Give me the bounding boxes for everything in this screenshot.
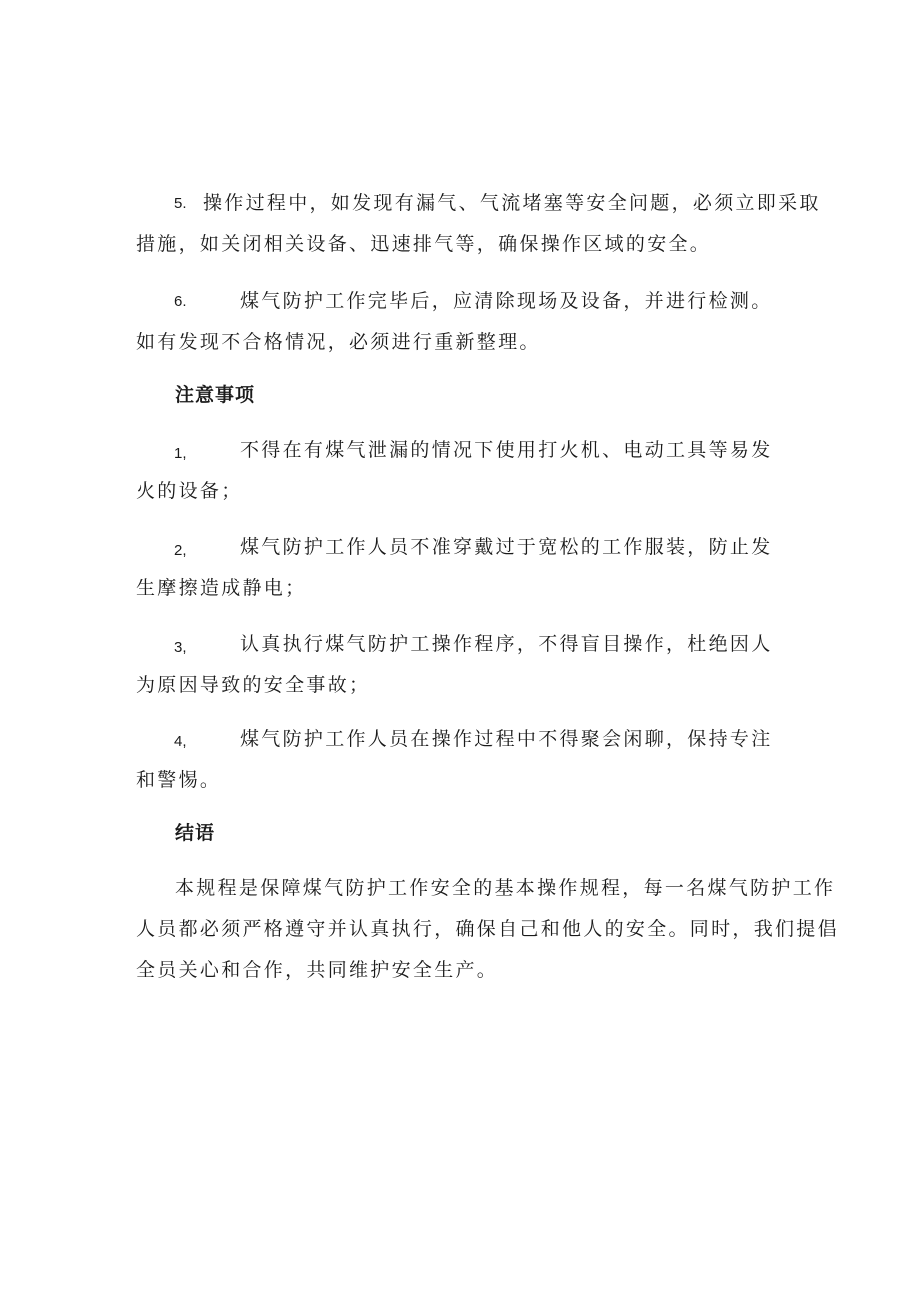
note-3-number: 3, [174,639,187,656]
note-4-line-1: 煤气防护工作人员在操作过程中不得聚会闲聊，保持专注 [240,728,773,750]
note-3-line-2: 为原因导致的安全事故； [136,674,371,696]
note-3-line-1: 认真执行煤气防护工操作程序，不得盲目操作，杜绝因人 [240,633,773,655]
note-1-line-2: 火的设备； [136,480,243,502]
note-4-number: 4, [174,733,187,750]
notes-heading: 注意事项 [175,384,256,406]
conclusion-line-2: 人员都必须严格遵守并认真执行，确保自己和他人的安全。同时，我们提倡 [136,918,839,940]
conclusion-line-3: 全员关心和合作，共同维护安全生产。 [136,959,499,981]
item-5-line-1: 操作过程中，如发现有漏气、气流堵塞等安全问题，必须立即采取 [203,192,821,214]
note-2-line-2: 生摩擦造成静电； [136,577,307,599]
item-6-line-2: 如有发现不合格情况，必须进行重新整理。 [136,331,541,353]
item-6-number: 6. [174,293,187,310]
note-1-number: 1, [174,445,187,462]
item-6-line-1: 煤气防护工作完毕后，应清除现场及设备，并进行检测。 [240,290,773,312]
note-4-line-2: 和警惕。 [136,769,222,791]
note-2-line-1: 煤气防护工作人员不准穿戴过于宽松的工作服装，防止发 [240,536,773,558]
conclusion-line-1: 本规程是保障煤气防护工作安全的基本操作规程，每一名煤气防护工作 [175,877,836,899]
conclusion-heading: 结语 [175,822,216,844]
note-1-line-1: 不得在有煤气泄漏的情况下使用打火机、电动工具等易发 [240,439,773,461]
item-5-number: 5. [174,195,187,212]
item-5-line-2: 措施，如关闭相关设备、迅速排气等，确保操作区域的安全。 [136,233,712,255]
note-2-number: 2, [174,542,187,559]
